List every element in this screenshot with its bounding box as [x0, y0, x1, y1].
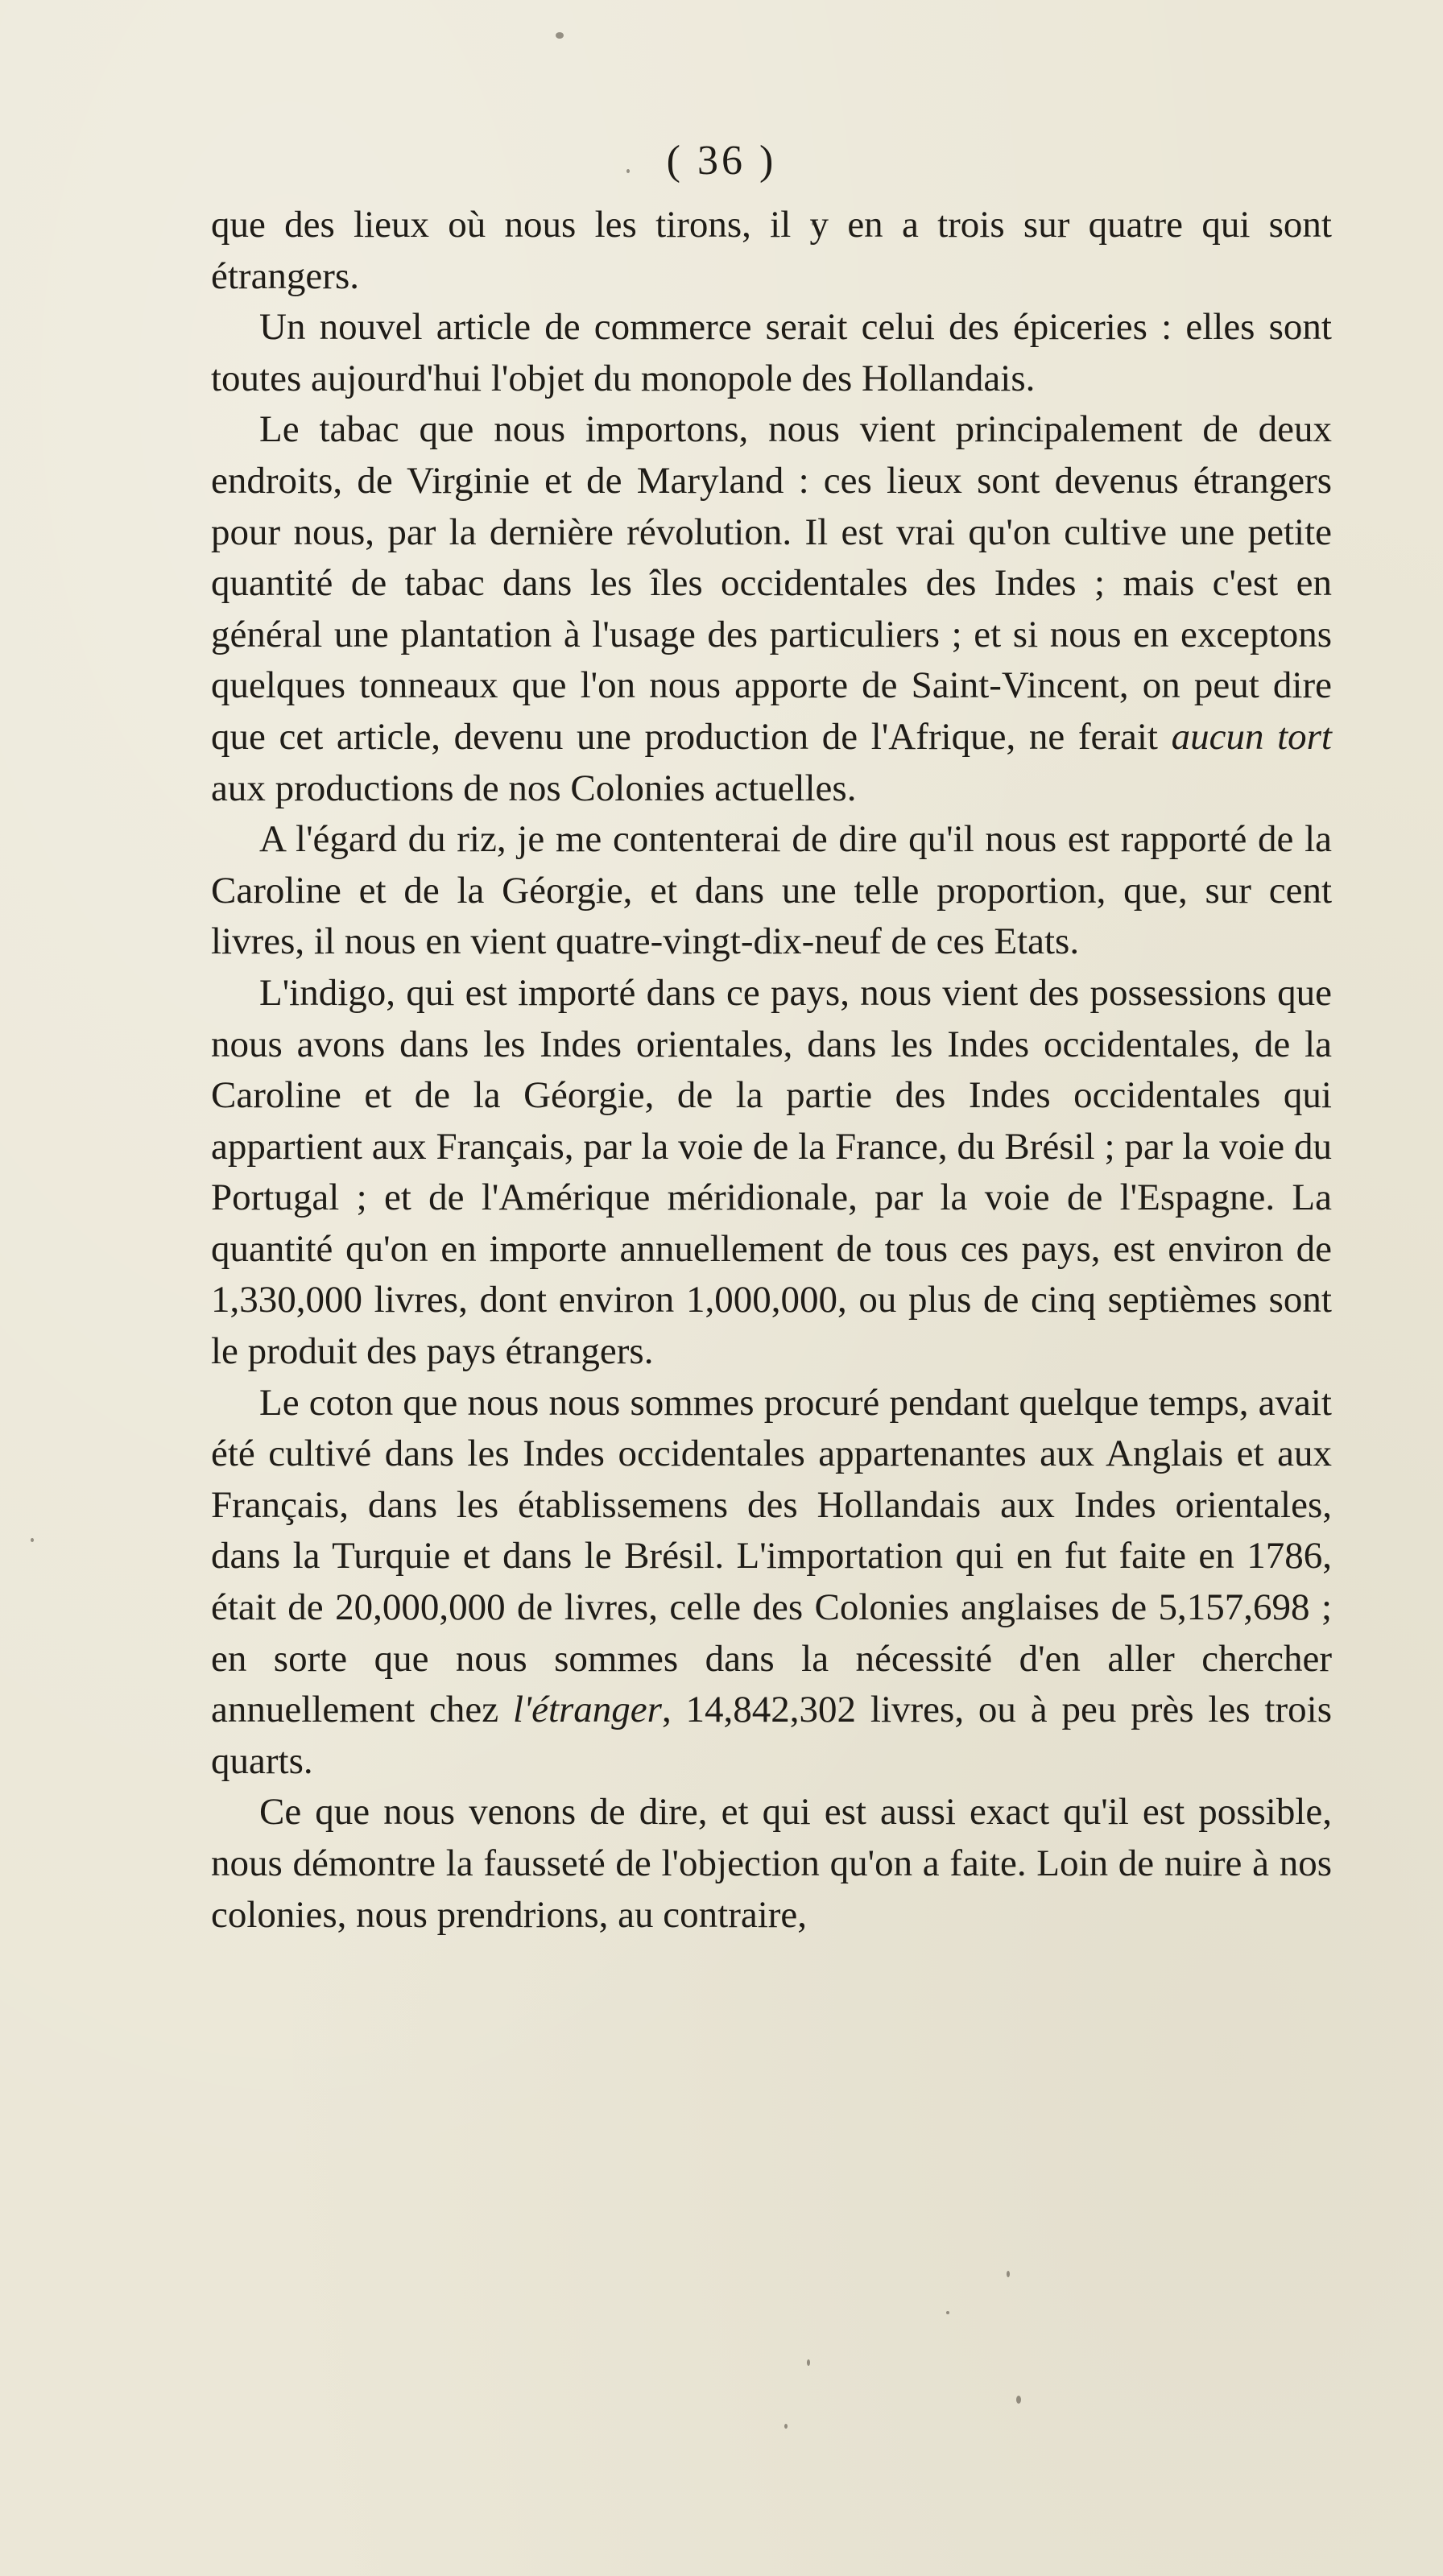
paragraph	[211, 1787, 1332, 1941]
paragraph	[211, 404, 1332, 814]
ink-speck	[784, 2424, 788, 2429]
paragraph	[211, 814, 1332, 968]
paragraph	[211, 1378, 1332, 1788]
paragraph	[211, 302, 1332, 404]
text-run: aux productions de nos Colonies actuelles.	[211, 767, 857, 809]
text-run: , 14,842,302 livres, ou à peu près les trois quarts.	[211, 1689, 1332, 1782]
page-number: ( 36 )	[666, 138, 777, 184]
ink-speck	[1016, 2396, 1021, 2404]
italic-text-run: aucun tort	[1171, 715, 1332, 758]
ink-speck	[556, 32, 564, 39]
text-run: Le coton que nous nous sommes procuré pendant quelque temps, avait été cultivé dans les Indes occidentales appartenantes aux Anglais et aux Français, dans les établissemens des Hollandais aux Indes orientales, dans la Turquie et dans le Brésil. L'importation qui en fut faite en 1786, était de 20,000,000 de livres, celle des Colonies anglaises de 5,157,698 ; en sorte que nous sommes dans la nécessité d'en aller chercher annuellement chez	[211, 1381, 1332, 1731]
body-text	[211, 200, 1332, 1941]
ink-speck	[31, 1538, 34, 1542]
text-run: L'indigo, qui est importé dans ce pays, nous vient des possessions que nous avons dans les Indes orientales, dans les Indes occidentales, de la Caroline et de la Géorgie, de la partie des Indes occidentales qui appartient aux Français, par la voie de la France, du Brésil ; par la voie du Portugal ; et de l'Amérique méridionale, par la voie de l'Espagne. La quantité qu'on en importe annuellement de tous ces pays, est environ de 1,330,000 livres, dont environ 1,000,000, ou plus de cinq septièmes sont le produit des pays étrangers.	[211, 971, 1332, 1373]
text-run: A l'égard du riz, je me contenterai de dire qu'il nous est rapporté de la Caroline et de la Géorgie, et dans une telle proportion, que, sur cent livres, il nous en vient quatre-vingt-dix-neuf de ces Etats.	[211, 818, 1332, 963]
italic-text-run: l'étranger	[512, 1689, 662, 1731]
ink-speck	[1007, 2271, 1010, 2277]
ink-speck	[807, 2359, 810, 2366]
text-run: Ce que nous venons de dire, et qui est aussi exact qu'il est possible, nous démontre la fausseté de l'objection qu'on a faite. Loin de nuire à nos colonies, nous prendrions, au contraire,	[211, 1791, 1332, 1936]
text-run: que des lieux où nous les tirons, il y en a trois sur quatre qui sont étrangers.	[211, 204, 1332, 297]
ink-speck	[946, 2311, 949, 2314]
paragraph	[211, 200, 1332, 302]
text-run: Un nouvel article de commerce serait celui des épiceries : elles sont toutes aujourd'hui l'objet du monopole des Hollandais.	[211, 306, 1332, 399]
paragraph	[211, 968, 1332, 1378]
text-run: Le tabac que nous importons, nous vient principalement de deux endroits, de Virginie et de Maryland : ces lieux sont devenus étrangers pour nous, par la dernière révolution. Il est vrai qu'on cultive une petite quantité de tabac dans les îles occidentales des Indes ; mais c'est en général une plantation à l'usage des particuliers ; et si nous en exceptons quelques tonneaux que l'on nous apporte de Saint-Vincent, on peut dire que cet article, devenu une production de l'Afrique, ne ferait	[211, 408, 1332, 758]
